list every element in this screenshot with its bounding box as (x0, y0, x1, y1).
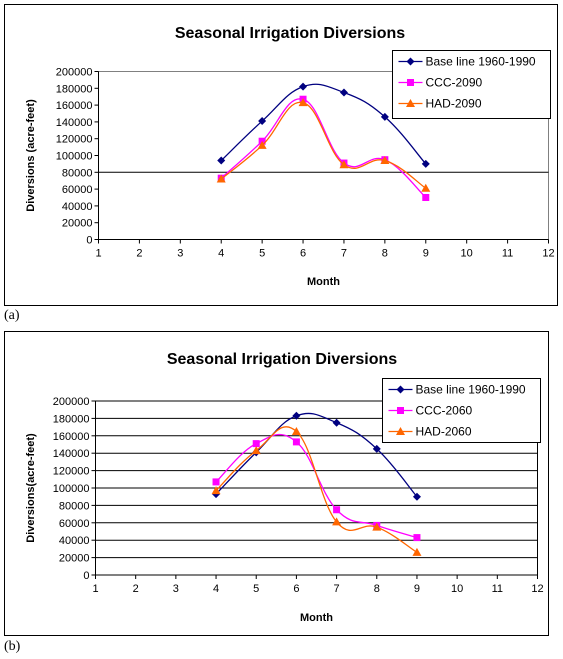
y-tick-label: 140000 (52, 448, 90, 461)
x-tick-label: 9 (422, 247, 429, 260)
x-tick-label: 11 (491, 583, 504, 595)
x-tick-label: 7 (333, 583, 340, 595)
y-tick-label: 60000 (58, 517, 90, 530)
chart-title: Seasonal Irrigation Diversions (174, 25, 406, 42)
legend-label: HAD-2090 (425, 96, 482, 111)
x-axis-title: Month (300, 612, 333, 624)
y-tick-label: 0 (86, 234, 93, 247)
x-tick-label: 2 (136, 247, 143, 260)
chart-title: Seasonal Irrigation Diversions (166, 351, 398, 368)
y-tick-label: 160000 (55, 100, 93, 113)
y-tick-label: 120000 (55, 133, 93, 146)
x-tick-label: 3 (172, 583, 179, 595)
x-tick-label: 7 (340, 247, 348, 260)
y-tick-label: 20000 (61, 217, 93, 230)
y-tick-label: 200000 (55, 66, 93, 79)
y-tick-label: 160000 (52, 430, 90, 443)
y-axis-title: Diversions(acre-feet) (25, 433, 37, 543)
x-tick-label: 11 (501, 247, 514, 260)
x-tick-label: 10 (451, 583, 464, 595)
y-tick-label: 120000 (52, 465, 90, 478)
y-tick-label: 80000 (58, 500, 90, 513)
x-tick-label: 8 (381, 247, 388, 260)
data-point (293, 438, 300, 445)
y-tick-label: 40000 (61, 200, 93, 213)
x-tick-label: 3 (177, 247, 184, 260)
y-tick-label: 180000 (55, 83, 93, 96)
y-axis-title: Diversions (acre-feet) (25, 99, 37, 212)
x-tick-label: 8 (373, 583, 380, 595)
data-point (413, 534, 420, 541)
data-point (253, 440, 260, 447)
legend-label: HAD-2060 (415, 424, 472, 439)
x-tick-label: 2 (132, 583, 139, 595)
chart-panel-b (0, 331, 563, 659)
legend-marker (397, 407, 404, 414)
figure-caption: (b) (4, 639, 21, 654)
y-tick-label: 200000 (52, 396, 90, 408)
x-tick-label: 10 (460, 247, 473, 260)
y-tick-label: 180000 (52, 413, 90, 426)
legend-label: Base line 1960-1990 (425, 54, 536, 69)
x-tick-label: 12 (531, 583, 544, 595)
x-tick-label: 1 (92, 583, 99, 595)
x-tick-label: 6 (293, 583, 300, 595)
y-tick-label: 100000 (55, 150, 93, 163)
data-point (422, 194, 429, 201)
legend-label: CCC-2060 (415, 403, 473, 418)
legend-label: CCC-2090 (425, 75, 483, 90)
figure-caption: (a) (4, 308, 20, 323)
legend (393, 51, 551, 119)
x-tick-label: 4 (218, 247, 225, 260)
y-tick-label: 40000 (58, 535, 90, 548)
x-tick-label: 4 (212, 583, 220, 595)
y-tick-label: 80000 (61, 167, 93, 180)
y-tick-label: 20000 (58, 552, 90, 565)
x-tick-label: 5 (253, 583, 260, 595)
legend (383, 379, 541, 443)
x-tick-label: 12 (542, 247, 555, 260)
data-point (213, 478, 220, 485)
x-tick-label: 1 (95, 247, 102, 260)
legend-marker (407, 79, 414, 86)
legend-label: Base line 1960-1990 (415, 382, 526, 397)
y-tick-label: 60000 (61, 184, 93, 197)
y-tick-label: 0 (83, 570, 90, 582)
x-tick-label: 5 (259, 247, 266, 260)
y-tick-label: 100000 (52, 483, 90, 495)
chart-b-svg (0, 331, 563, 659)
x-axis-title: Month (307, 276, 340, 288)
data-point (333, 506, 340, 513)
x-tick-label: 6 (299, 247, 307, 260)
y-tick-label: 140000 (55, 116, 93, 129)
x-tick-label: 9 (413, 583, 421, 595)
